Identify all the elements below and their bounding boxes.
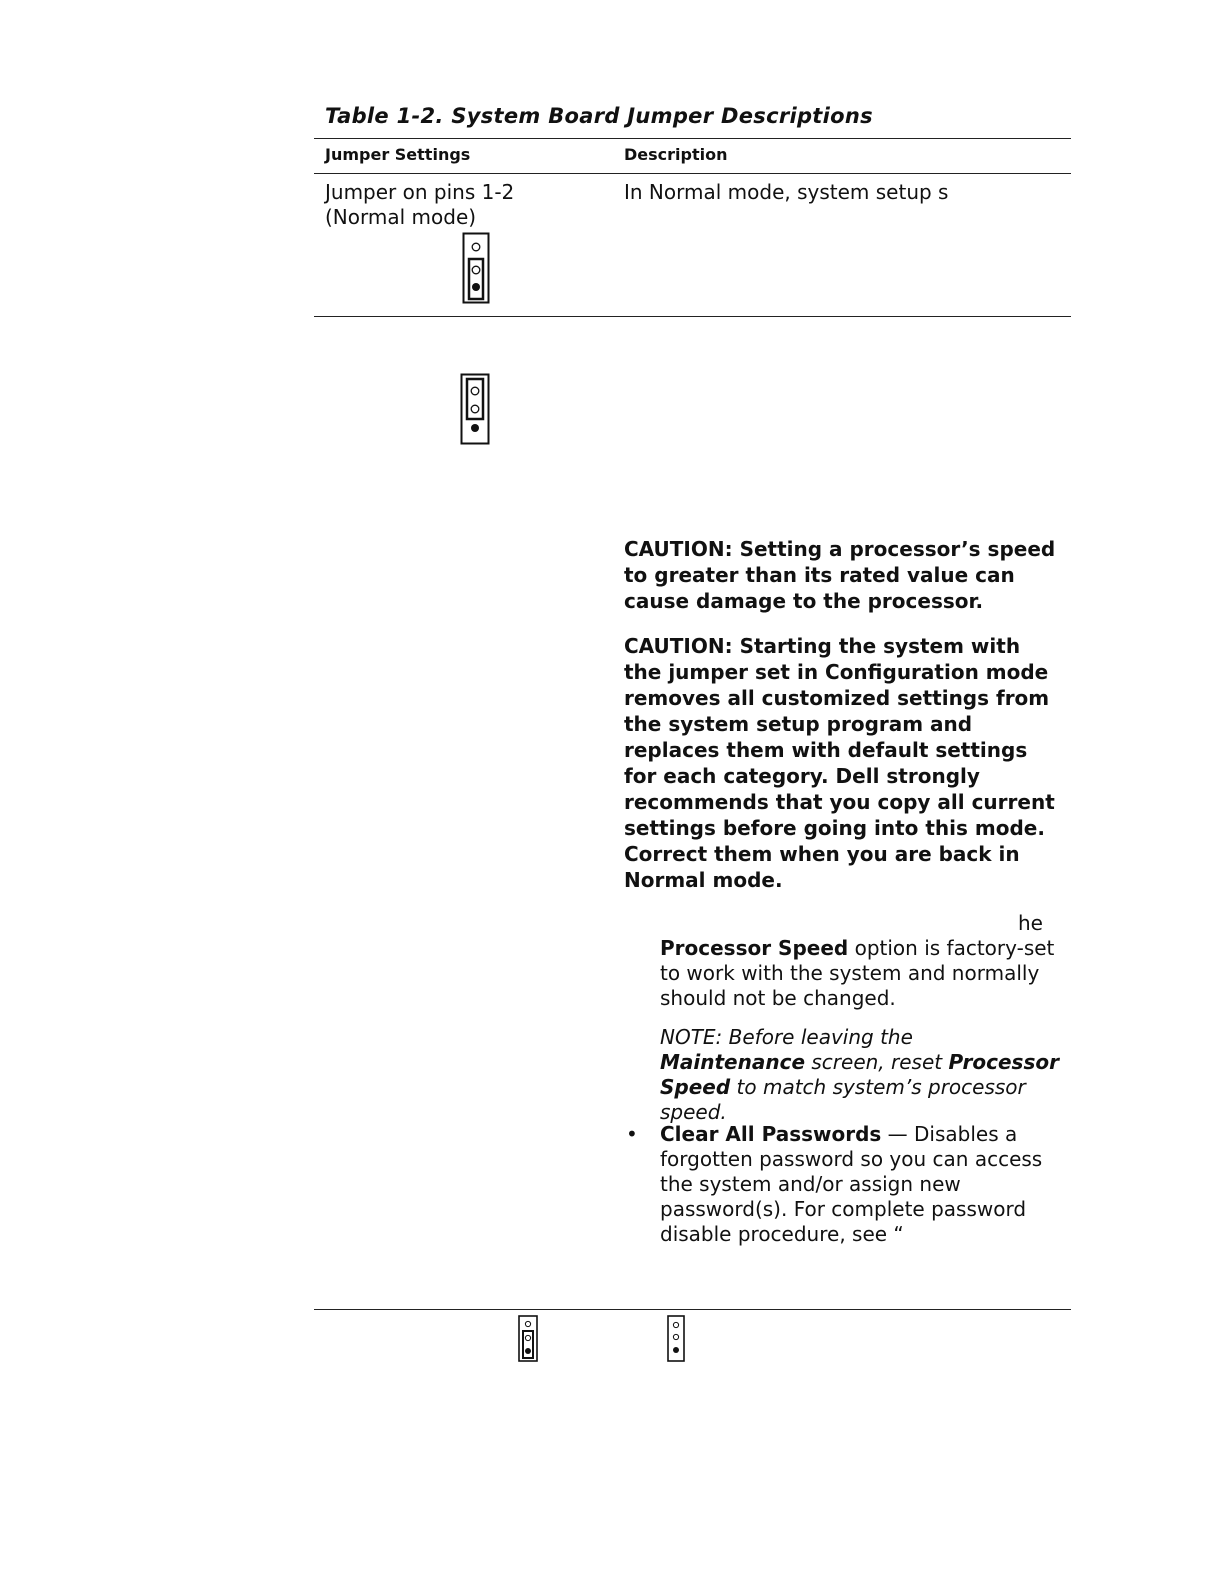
jumper-pins-2-3-diagram: [460, 373, 490, 445]
column-header-settings: Jumper Settings: [325, 145, 471, 164]
jumper-setting-label: [325, 180, 514, 230]
clear-passwords-text: — Disables a forgotten password so you can access the system and/or assign new password(s). For complete password disable procedure, see “: [660, 1122, 1043, 1246]
processor-speed-text: option is factory-set to work with the system and normally should not be changed.: [660, 936, 1055, 1010]
caution-processor-speed: CAUTION: Setting a processor’s speed to greater than its rated value can cause damage to the processor.: [624, 537, 1056, 613]
table-top-rule: [314, 138, 1071, 139]
caution-configuration-mode: CAUTION: Starting the system with the jumper set in Configuration mode removes all customized settings from the system setup program and replaces them with default settings for each category. Dell strongly recommends that you copy all current settings before going into this mode. Correct them when you are back in Normal mode.: [624, 634, 1055, 892]
jumper-small-pins-2-3-diagram: [518, 1315, 538, 1362]
note-suffix: to match system’s processor speed.: [660, 1075, 1026, 1124]
row-divider: [314, 316, 1071, 317]
jumper-pins-1-2-diagram: [462, 232, 490, 304]
table-title: Table 1-2. System Board Jumper Descriptions: [325, 104, 873, 128]
jumper-setting-line2: (Normal mode): [325, 205, 477, 229]
jumper-small-open-diagram: [667, 1315, 685, 1362]
processor-speed-term: Processor Speed: [660, 936, 849, 960]
jumper-setting-line1: Jumper on pins 1-2: [325, 180, 515, 204]
header-rule: [314, 173, 1071, 174]
note-processor-speed-term: Processor Speed: [660, 1050, 1059, 1099]
note-maintenance-term: Maintenance: [660, 1050, 806, 1074]
processor-speed-paragraph: [660, 936, 1060, 1011]
text-fragment: he: [1018, 911, 1043, 935]
clear-passwords-paragraph: [660, 1122, 1055, 1247]
bullet-dot: •: [626, 1122, 638, 1146]
row1-description: In Normal mode, system setup s: [624, 180, 949, 204]
note-prefix: NOTE: Before leaving the: [660, 1025, 913, 1049]
note-paragraph: [660, 1025, 1060, 1125]
lower-row-divider: [314, 1309, 1071, 1310]
note-middle: screen, reset: [805, 1050, 949, 1074]
column-header-description: Description: [624, 145, 728, 164]
clear-passwords-term: Clear All Passwords: [660, 1122, 882, 1146]
